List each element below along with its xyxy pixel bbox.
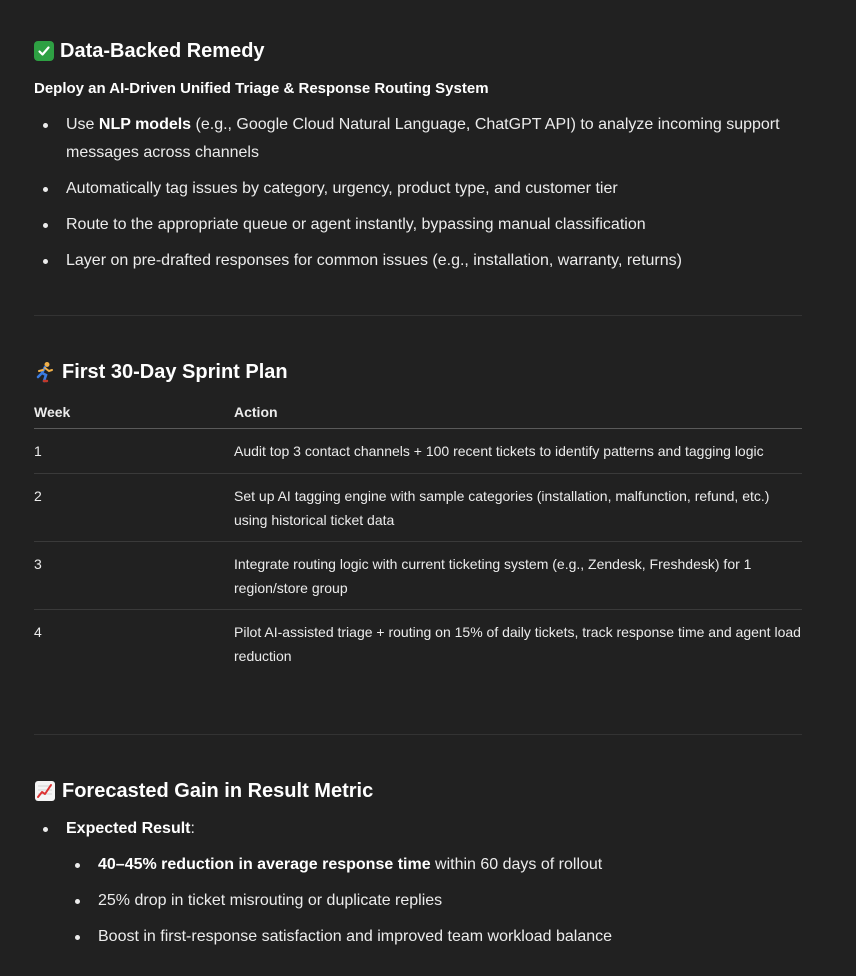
forecast-list (34, 815, 802, 951)
table-row (34, 610, 802, 678)
forecast-bullet: Boost in first-response satisfaction and improved team workload balance (66, 923, 802, 951)
sprint-heading-text: First 30-Day Sprint Plan (62, 360, 288, 383)
runner-icon (34, 361, 56, 383)
week-cell: 2 (34, 488, 42, 504)
remedy-subheading: Deploy an AI-Driven Unified Triage & Response Routing System (34, 80, 489, 97)
forecast-bullet: 25% drop in ticket misrouting or duplicate replies (66, 887, 802, 915)
check-mark-icon (34, 41, 54, 61)
table-row (34, 474, 802, 542)
forecast-bullet: 40–45% reduction in average response time within 60 days of rollout (66, 851, 802, 879)
action-cell: Integrate routing logic with current ticketing system (e.g., Zendesk, Freshdesk) for 1 region/store group (234, 556, 752, 596)
week-cell: 3 (34, 556, 42, 572)
column-header-action: Action (234, 404, 278, 420)
forecast-heading-text: Forecasted Gain in Result Metric (62, 779, 374, 802)
remedy-bullet: Use NLP models (e.g., Google Cloud Natural Language, ChatGPT API) to analyze incoming support messages across channels (34, 111, 802, 167)
forecast-heading (34, 776, 373, 806)
expected-result-label: Expected Result (66, 820, 191, 837)
action-cell: Pilot AI-assisted triage + routing on 15% of daily tickets, track response time and agent load reduction (234, 624, 801, 664)
bold-text: NLP models (98, 116, 192, 133)
remedy-bullet: Layer on pre-drafted responses for common issues (e.g., installation, warranty, returns) (34, 247, 802, 275)
expected-result-item: Expected Result: 40–45% reduction in average response time within 60 days of rollout 25% drop in ticket misrouting or duplicate replies Boost in first-response satisfaction and improved team workload balance (34, 815, 802, 951)
remedy-bullet: Automatically tag issues by category, urgency, product type, and customer tier (34, 175, 802, 203)
action-cell: Audit top 3 contact channels + 100 recent tickets to identify patterns and tagging logic (234, 443, 764, 459)
sprint-table (34, 396, 802, 677)
action-cell: Set up AI tagging engine with sample categories (installation, malfunction, refund, etc.) using historical ticket data (234, 488, 770, 528)
bold-text: 40–45% reduction in average response time (98, 856, 431, 873)
week-cell: 1 (34, 443, 42, 459)
table-row (34, 542, 802, 610)
table-header-row (34, 396, 802, 429)
remedy-bullets (34, 111, 802, 275)
column-header-week: Week (34, 404, 71, 420)
remedy-heading (34, 36, 265, 66)
chart-increasing-icon (34, 780, 56, 802)
remedy-bullet: Route to the appropriate queue or agent instantly, bypassing manual classification (34, 211, 802, 239)
remedy-heading-text: Data-Backed Remedy (60, 39, 265, 62)
expected-result-sublist (66, 851, 802, 951)
sprint-heading (34, 357, 288, 387)
table-row (34, 429, 802, 474)
week-cell: 4 (34, 624, 42, 640)
section-divider (34, 734, 802, 735)
section-divider (34, 315, 802, 316)
